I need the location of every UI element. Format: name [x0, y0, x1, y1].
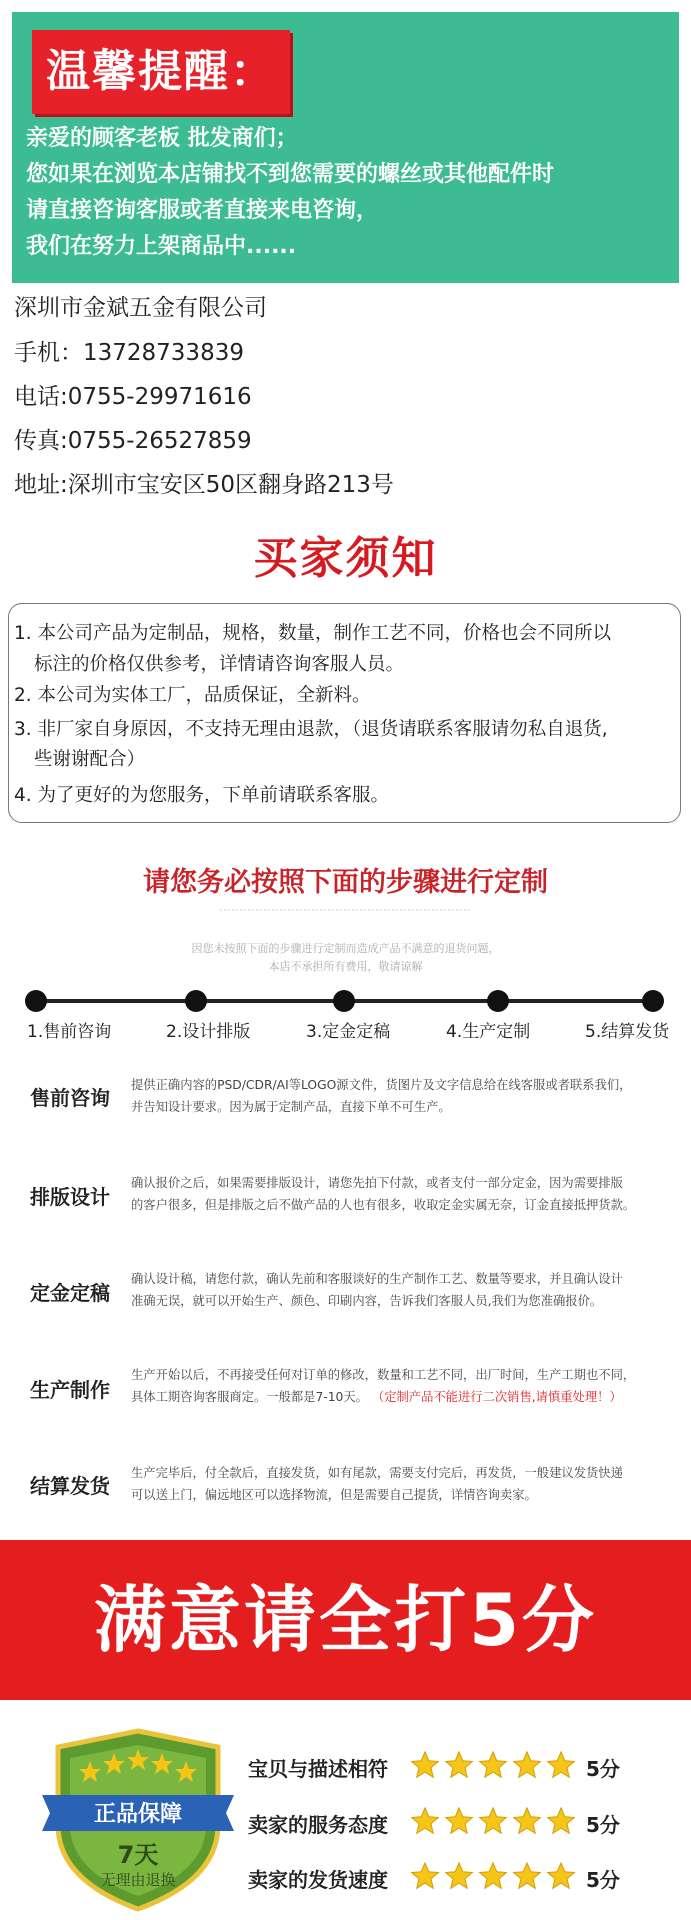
- star-icon: [478, 1861, 508, 1891]
- star-icon: [478, 1806, 508, 1836]
- guarantee-badge-icon: [38, 1725, 238, 1915]
- steps-note: 本店不承担所有费用，敬请谅解: [268, 960, 423, 973]
- timeline-dot: [25, 990, 47, 1012]
- badge-sub: 无理由退换: [100, 1871, 176, 1889]
- section-head-deposit: 定金定稿: [30, 1281, 110, 1305]
- reminder-panel: [12, 12, 679, 283]
- notice-line: 3. 非厂家自身原因，不支持无理由退款，（退货请联系客服请勿私自退货,: [14, 719, 608, 740]
- timeline-dot: [487, 990, 509, 1012]
- section-text-presale: 提供正确内容的PSD/CDR/AI等LOGO源文件，货图片及文字信息给在线客服或者联系我们， 并告知设计要求。因为属于定制产品，直接下单不可生产。: [131, 1078, 632, 1114]
- rating-score: 5分: [586, 1757, 620, 1781]
- star-icon: [444, 1861, 474, 1891]
- steps-title: 请您务必按照下面的步骤进行定制: [143, 867, 548, 898]
- step-label: 1.售前咨询: [27, 1022, 112, 1042]
- star-icon: [546, 1861, 576, 1891]
- star-icon: [444, 1750, 474, 1780]
- steps-note: 因您未按照下面的步骤进行定制而造成产品不满意的退货问题，: [191, 942, 500, 955]
- step-label: 4.生产定制: [446, 1022, 531, 1042]
- notice-title: 买家须知: [253, 533, 438, 584]
- section-text-layout: 确认报价之后，如果需要排版设计，请您先拍下付款，或者支付一部分定金，因为需要排版 的客户很多，但是排版之后不做产品的人也有很多，收取定金实属无奈，订金直接抵押货款。: [131, 1176, 636, 1212]
- star-icon: [512, 1861, 542, 1891]
- notice-line: 4. 为了更好的为您服务，下单前请联系客服。: [14, 785, 390, 806]
- star-icon: [410, 1806, 440, 1836]
- company-phone: 电话:0755-29971616: [14, 384, 252, 410]
- rating-label: 宝贝与描述相符: [248, 1757, 388, 1781]
- step-label: 2.设计排版: [166, 1022, 251, 1042]
- star-icon: [512, 1806, 542, 1836]
- section-text-delivery: 生产完毕后，付全款后，直接发货，如有尾款，需要支付完后，再发货，一般建议发货快递 可以送上门，偏远地区可以选择物流，但是需要自己提货，详情咨询卖家。: [131, 1466, 623, 1502]
- star-icon: [444, 1806, 474, 1836]
- star-icon: [546, 1750, 576, 1780]
- badge-text: 正品保障: [93, 1802, 183, 1827]
- badge-days: 7天: [117, 1841, 159, 1869]
- production-warning: （定制产品不能进行二次销售,请慎重处理！）: [371, 1390, 622, 1404]
- reminder-line: 您如果在浏览本店铺找不到您需要的螺丝或其他配件时: [26, 162, 555, 187]
- star-icon: [478, 1750, 508, 1780]
- reminder-line: 请直接咨询客服或者直接来电咨询，: [26, 198, 379, 223]
- reminder-line: 我们在努力上架商品中......: [26, 234, 297, 259]
- notice-line: 1. 本公司产品为定制品，规格，数量，制作工艺不同，价格也会不同所以: [14, 623, 612, 644]
- section-head-delivery: 结算发货: [30, 1474, 110, 1498]
- timeline-dot: [185, 990, 207, 1012]
- company-address: 地址:深圳市宝安区50区翻身路213号: [14, 472, 394, 498]
- timeline-dot: [333, 990, 355, 1012]
- section-text-deposit: 确认设计稿，请您付款，确认先前和客服谈好的生产制作工艺、数量等要求，并且确认设计 准确无误，就可以开始生产、颜色、印刷内容，告诉我们客服人员,我们为您准确报价。: [131, 1272, 623, 1308]
- rating-banner-text: 满意请全打5分: [93, 1578, 598, 1662]
- star-icon: [410, 1861, 440, 1891]
- star-icon: [512, 1750, 542, 1780]
- section-head-presale: 售前咨询: [30, 1086, 110, 1110]
- notice-line: 些谢谢配合）: [34, 749, 146, 770]
- reminder-line: 亲爱的顾客老板 批发商们；: [26, 126, 298, 151]
- company-mobile: 手机：13728733839: [14, 340, 244, 366]
- section-head-layout: 排版设计: [30, 1185, 110, 1209]
- company-name: 深圳市金斌五金有限公司: [14, 295, 267, 321]
- company-fax: 传真:0755-26527859: [14, 428, 252, 454]
- notice-line: 2. 本公司为实体工厂，品质保证，全新料。: [14, 685, 371, 706]
- step-label: 5.结算发货: [585, 1022, 670, 1042]
- section-head-production: 生产制作: [30, 1378, 110, 1402]
- rating-stars: [410, 1750, 580, 1780]
- star-icon: [546, 1806, 576, 1836]
- rating-score: 5分: [586, 1813, 620, 1837]
- star-icon: [410, 1750, 440, 1780]
- rating-stars: [410, 1861, 580, 1891]
- rating-stars: [410, 1806, 580, 1836]
- rating-label: 卖家的发货速度: [248, 1868, 388, 1892]
- rating-label: 卖家的服务态度: [248, 1813, 388, 1837]
- notice-line: 标注的价格仅供参考，详情请咨询客服人员。: [34, 654, 405, 675]
- step-label: 3.定金定稿: [306, 1022, 391, 1042]
- section-text-production: 生产开始以后，不再接受任何对订单的修改，数量和工艺不同，出厂时间，生产工期也不同， 具体工期咨询客服商定。一般都是7-10天。 （定制产品不能进行二次销售,请慎重处理！）: [131, 1368, 636, 1404]
- rating-score: 5分: [586, 1868, 620, 1892]
- timeline-dot: [642, 990, 664, 1012]
- title-divider: [220, 904, 470, 916]
- reminder-title: 温馨提醒：: [32, 30, 290, 114]
